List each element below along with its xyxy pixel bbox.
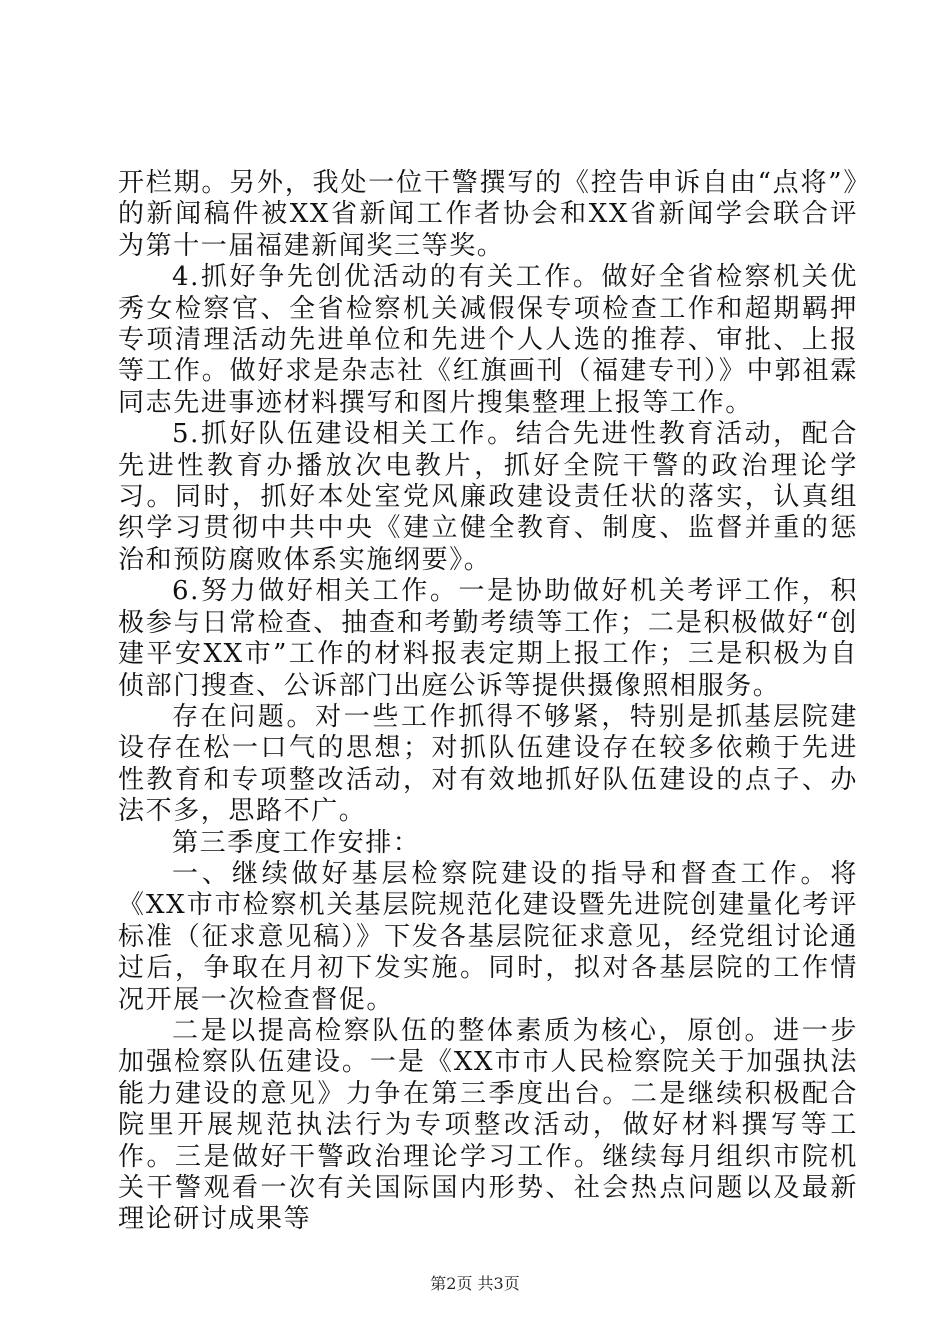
paragraph-item-5: 5.抓好队伍建设相关工作。结合先进性教育活动，配合先进性教育办播放次电教片，抓好全院干警的政治理论学习。同时，抓好本处室党风廉政建设责任状的落实，认真组织学习贯彻中共中央《建立健全教育、制度、监督并重的惩治和预防腐败体系实施纲要》。 xyxy=(118,419,858,575)
paragraph-item-6: 6.努力做好相关工作。一是协助做好机关考评工作，积极参与日常检查、抽查和考勤考绩等工作；二是积极做好“创建平安XX市”工作的材料报表定期上报工作；三是积极为自侦部门搜查、公诉部门出庭公诉等提供摄像照相服务。 xyxy=(118,576,858,701)
paragraph-q3-item-1: 一、继续做好基层检察院建设的指导和督查工作。将《XX市市检察机关基层院规范化建设暨先进院创建量化考评标准（征求意见稿）》下发各基层院征求意见，经党组讨论通过后，争取在月初下发实施。同时，拟对各基层院的工作情况开展一次检查督促。 xyxy=(118,858,858,1015)
paragraph-continuation: 开栏期。另外，我处一位干警撰写的《控告申诉自由“点将”》的新闻稿件被XX省新闻工作者协会和XX省新闻学会联合评为第十一届福建新闻奖三等奖。 xyxy=(118,168,858,261)
paragraph-problems: 存在问题。对一些工作抓得不够紧，特别是抓基层院建设存在松一口气的思想；对抓队伍建设存在较多依赖于先进性教育和专项整改活动，对有效地抓好队伍建设的点子、办法不多，思路不广。 xyxy=(118,701,858,827)
page-footer: 第2页 共3页 xyxy=(430,1274,520,1293)
paragraph-item-4: 4.抓好争先创优活动的有关工作。做好全省检察机关优秀女检察官、全省检察机关减假保专项检查工作和超期羁押专项清理活动先进单位和先进个人人选的推荐、审批、上报等工作。做好求是杂志社《红旗画刊（福建专刊）》中郭祖霖同志先进事迹材料撰写和图片搜集整理上报等工作。 xyxy=(118,262,858,418)
paragraph-q3-item-2: 二是以提高检察队伍的整体素质为核心，原创。进一步加强检察队伍建设。一是《XX市市人民检察院关于加强执法能力建设的意见》力争在第三季度出台。二是继续积极配合院里开展规范执法行为专项整改活动，做好材料撰写等工作。三是做好干警政治理论学习工作。继续每月组织市院机关干警观看一次有关国际国内形势、社会热点问题以及最新理论研讨成果等 xyxy=(118,1015,858,1235)
document-body xyxy=(118,168,858,1236)
paragraph-q3-heading: 第三季度工作安排： xyxy=(172,827,421,858)
